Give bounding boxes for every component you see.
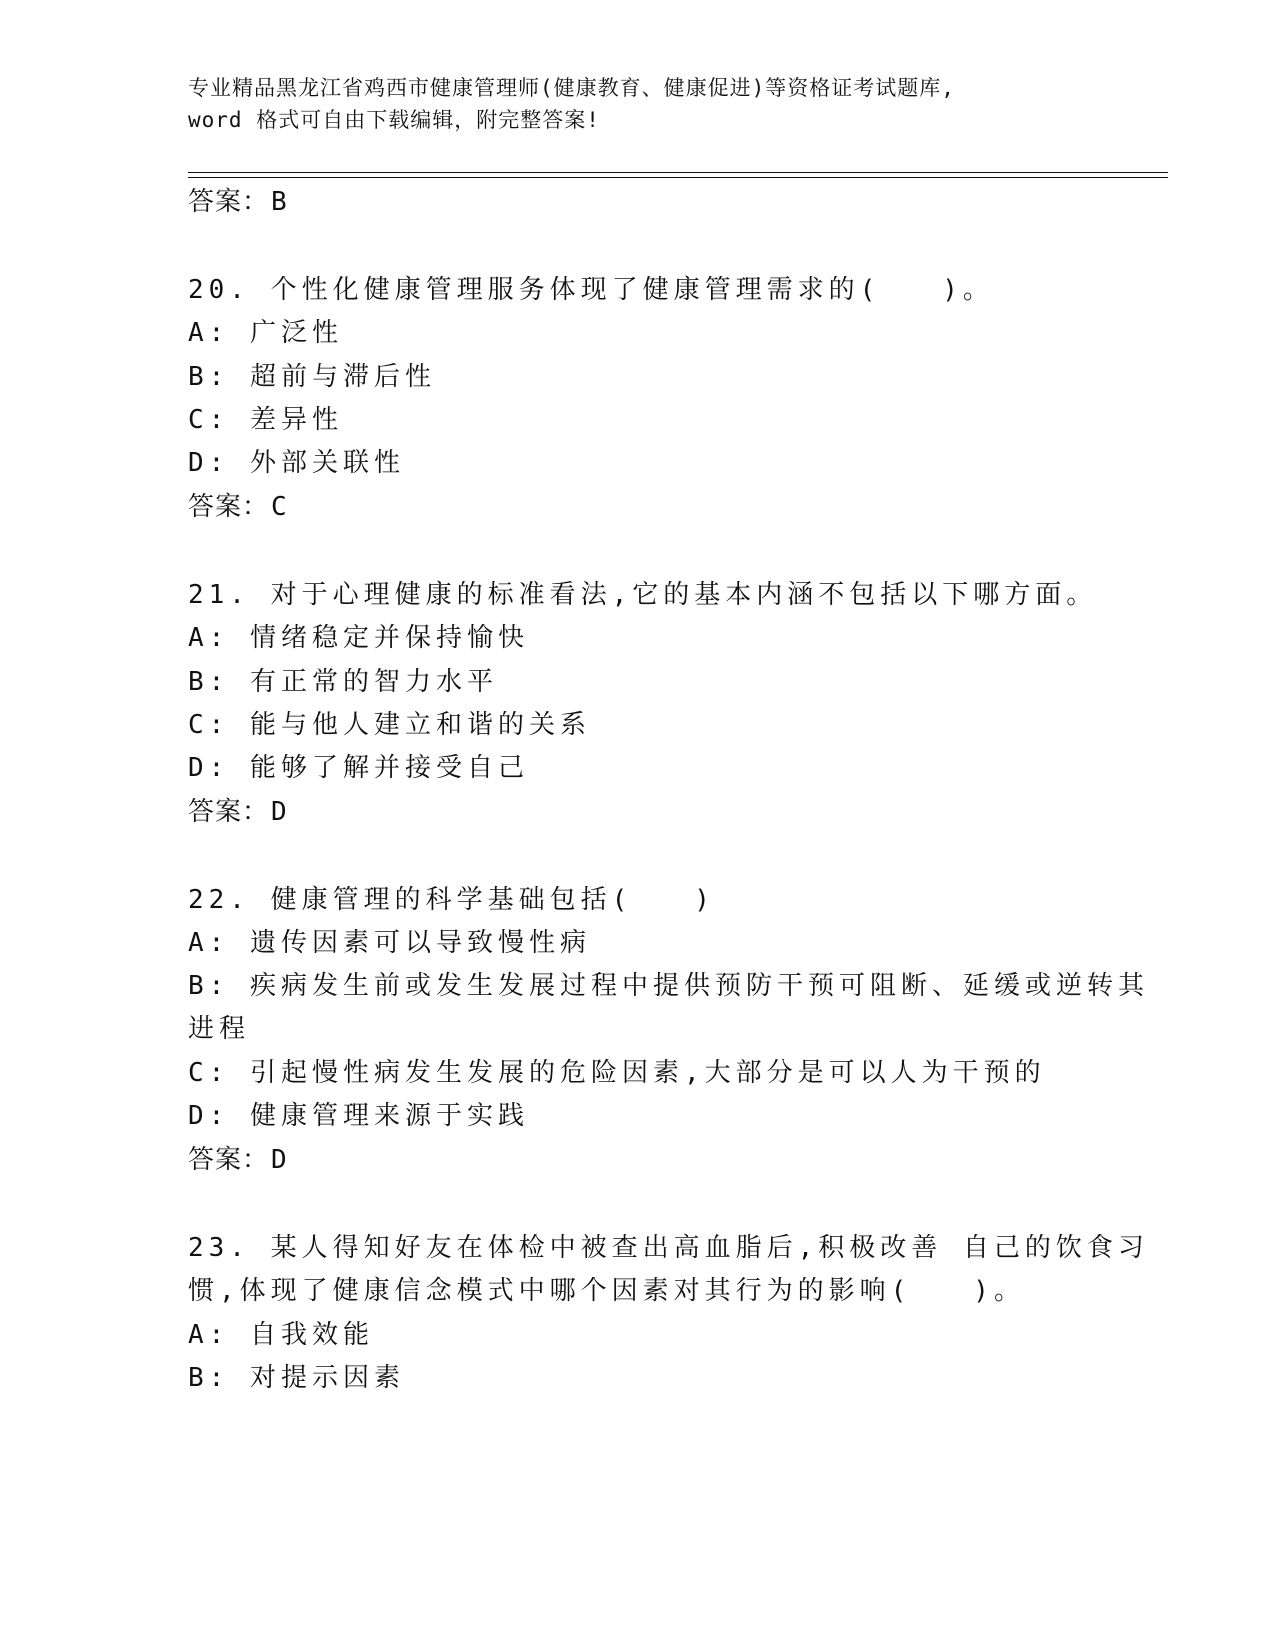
answer-line: [188, 185, 1088, 219]
question-22-option-b: B: 疾病发生前或发生发展过程中提供预防干预可阻断、延缓或逆转其: [188, 971, 1149, 1001]
question-21-option-c: C: 能与他人建立和谐的关系: [188, 710, 591, 740]
question-21-option-d: D: 能够了解并接受自己: [188, 753, 529, 783]
answer-value: C: [271, 492, 288, 522]
question-22-option-d: D: 健康管理来源于实践: [188, 1101, 529, 1131]
answer-label: 答案：: [188, 1145, 270, 1175]
header-title-line-1: 专业精品黑龙江省鸡西市健康管理师(健康教育、健康促进)等资格证考试题库,: [188, 76, 955, 100]
question-21-option-a: A: 情绪稳定并保持愉快: [188, 623, 529, 653]
question-20-option-a: A: 广泛性: [188, 318, 343, 348]
question-22-option-b-continued: 进程: [188, 1014, 251, 1044]
question-21-option-b: B: 有正常的智力水平: [188, 667, 498, 697]
question-23-option-a: A: 自我效能: [188, 1320, 374, 1350]
answer-line: [188, 795, 1088, 829]
header-divider: [188, 172, 1168, 173]
answer-label: 答案：: [188, 797, 270, 827]
answer-label: 答案：: [188, 492, 270, 522]
answer-line: [188, 1143, 1088, 1177]
question-23-option-b: B: 对提示因素: [188, 1363, 405, 1393]
question-23: 23. 某人得知好友在体检中被查出高血脂后,积极改善 自己的饮食习: [188, 1233, 1149, 1263]
question-22-option-c: C: 引起慢性病发生发展的危险因素,大部分是可以人为干预的: [188, 1058, 1046, 1088]
answer-line: [188, 490, 1088, 524]
question-20-option-b: B: 超前与滞后性: [188, 362, 436, 392]
question-21: 21. 对于心理健康的标准看法,它的基本内涵不包括以下哪方面。: [188, 580, 1098, 610]
question-20: 20. 个性化健康管理服务体现了健康管理需求的( )。: [188, 275, 994, 305]
answer-value: D: [271, 1145, 288, 1175]
question-22: 22. 健康管理的科学基础包括( ): [188, 885, 715, 915]
question-23-continued: 惯,体现了健康信念模式中哪个因素对其行为的影响( )。: [188, 1276, 1025, 1306]
header-title-line-2: word 格式可自由下载编辑，附完整答案!: [188, 108, 600, 132]
question-20-option-d: D: 外部关联性: [188, 448, 405, 478]
answer-value: B: [271, 187, 288, 217]
answer-value: D: [271, 797, 288, 827]
question-22-option-a: A: 遗传因素可以导致慢性病: [188, 928, 591, 958]
header-divider-thin: [188, 177, 1168, 178]
answer-label: 答案：: [188, 187, 270, 217]
question-20-option-c: C: 差异性: [188, 405, 343, 435]
